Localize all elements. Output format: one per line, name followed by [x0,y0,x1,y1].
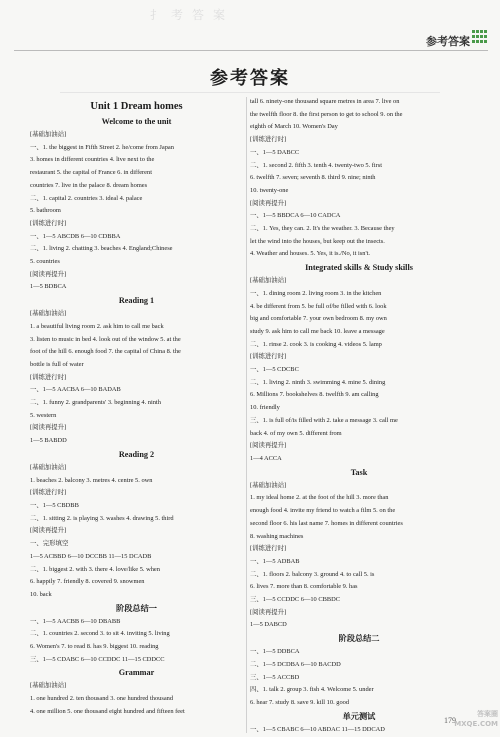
answer-line: 一、1. dining room 2. living room 3. in the kitchen [250,289,382,297]
answer-line: 二、1—5 DCDBA 6—10 BACDD [250,660,341,668]
answer-line: 8. washing machines [250,532,304,540]
answer-line: 一、1—5 BBDCA 6—10 CADCA [250,212,341,220]
answer-line: 4. one million 5. one thousand eight hundred and fifteen feet [30,707,185,715]
answer-line: 1—5 DABCD [250,621,287,629]
answer-line: 6. twelfth 7. seven; seventh 8. third 9. nine; ninth [250,174,376,182]
answer-line: [阅读再提升] [250,199,287,207]
left-column [30,96,243,719]
answer-line: 6. Women's 7. to read 8. has 9. biggest 10. reading [30,643,159,651]
answer-line: 6. lives 7. more than 8. comfortable 9. has [250,583,358,591]
answer-line: 一、1—5 AACBA 6—10 BADAB [30,386,121,394]
answer-line: [训练进行时] [30,373,67,381]
answer-line: tall 6. ninety-one thousand square metres in area 7. live on [250,98,400,105]
answer-line: [训练进行时] [30,489,67,497]
section-heading: Task [350,467,368,477]
answer-line: second floor 6. his last name 7. homes in different countries [250,519,403,527]
answer-line: [基础加油站] [250,277,287,285]
page-title: 参考答案 [210,68,290,89]
answer-line: [基础加油站] [250,481,287,489]
section-heading: Grammar [118,668,155,678]
answer-line: 5. western [30,411,57,419]
answer-line: 1. my ideal home 2. at the foot of the hill 3. more than [250,494,389,502]
answer-line: 一、1—5 DDBCA [250,648,300,656]
answer-line: 三、1—5 ACCBD [250,673,300,681]
answer-line: eighth of March 10. Women's Day [250,123,338,131]
answer-line: [阅读再提升] [30,527,67,535]
answer-line: 二、1. capital 2. countries 3. ideal 4. palace [30,194,143,202]
answer-line: 1. one hundred 2. ten thousand 3. one hundred thousand [30,695,174,703]
column-divider [246,97,247,733]
answer-line: 3. listen to music in bed 4. look out of the window 5. at the [30,335,181,343]
answer-line: 一、1—5 AACBB 6—10 DBABB [30,617,121,625]
answer-line: 三、1—5 CCDDC 6—10 CBBDC [250,596,341,604]
answer-line: 一、1—5 DABCC [250,148,300,156]
answer-line: [基础加油站] [30,463,67,471]
answer-line: [训练进行时] [30,219,67,227]
answer-line: 10. back [30,590,52,598]
answer-line: 10. friendly [250,404,280,412]
answer-line: 二、1. sitting 2. is playing 3. washes 4. drawing 5. third [30,514,174,522]
answer-line: 一、1—5 ADBAB [250,557,300,565]
answer-line: 一、1—5 CBABC 6—10 ABDAC 11—15 DDCAD [250,725,385,733]
answer-line: let the wind into the houses, but keep out the insects. [250,237,385,245]
answer-line: back 4. of my own 5. different from [250,429,342,437]
answer-line: [训练进行时] [250,545,287,553]
answer-line: 10. twenty-one [250,186,289,194]
answer-line: 二、1. Yes, they can. 2. It's the weather. 3. Because they [250,225,395,233]
answer-line: foot of the hill 6. enough food 7. the capital of China 8. the [30,348,181,356]
answer-line: enough food 4. invite my friend to watch a film 5. on the [250,507,396,515]
section-heading: 阶段总结二 [338,634,380,644]
unit-title: Unit 1 Dream homes [90,101,183,112]
answer-line: 5. bathroom [30,207,61,215]
answer-line: 三、1. is full of/is filled with 2. take a message 3. call me [250,416,398,424]
answer-line: 1. beaches 2. balcony 3. metres 4. centre 5. own [30,476,153,484]
answer-line: 二、1. biggest 2. with 3. there 4. love/like 5. when [30,565,160,573]
answer-line: 二、1. rinse 2. cook 3. is cooking 4. videos 5. lamp [250,340,382,348]
answer-line: 4. Weather and houses. 5. Yes, it is./No, it isn't. [250,250,370,258]
answer-line: [基础加油站] [30,131,67,138]
answer-line: 二、1. second 2. fifth 3. tenth 4. twenty-two 5. first [250,161,383,169]
answer-line: 一、1—5 CBDBB [30,501,79,509]
header-rule [14,50,488,51]
answer-line: study 9. ask him to call me back 10. leave a message [250,327,385,335]
answer-line: 三、1—5 CDABC 6—10 CCDDC 11—15 CDDCC [30,655,165,663]
answer-line: 3. homes in different countries 4. live next to the [30,156,155,164]
section-heading: Integrated skills & Study skills [305,263,413,273]
right-column [250,96,468,736]
answer-line: restaurant 5. the capital of France 6. in different [30,169,152,177]
answer-line: 6. happily 7. friendly 8. covered 9. snowmen [30,578,145,586]
answer-line: [阅读再提升] [250,442,287,450]
page-top-ghost-text: 扌 考 答 案 [150,8,229,22]
answer-line: bottle is full of water [30,360,84,368]
answer-line: [基础加油站] [30,310,67,318]
answer-line: [基础加油站] [30,682,67,690]
answer-line: [阅读再提升] [250,608,287,616]
page-number: 179 [444,716,456,725]
running-header: 参考答案 [426,35,470,48]
answer-line: 一、1. the biggest in Fifth Street 2. he/come from Japan [30,143,174,151]
section-heading: 阶段总结一 [116,603,157,613]
answer-line: [阅读再提升] [30,270,67,278]
section-heading: 单元测试 [342,711,376,721]
answer-line: 二、1. living 2. chatting 3. beaches 4. England;Chinese [30,245,173,253]
answer-line: 1—5 BABDD [30,437,67,445]
answer-line: 1. a beautiful living room 2. ask him to call me back [30,322,164,330]
answer-line: the twelfth floor 8. the first person to get to school 9. on the [250,110,403,118]
answer-line: [阅读再提升] [30,424,67,432]
answer-line: [训练进行时] [250,136,287,144]
answer-line: big and comfortable 7. your own bedroom 8. my own [250,315,387,323]
answer-line: 6. hear 7. study 8. save 9. kill 10. good [250,698,350,706]
answer-line: 1—4 ACCA [250,454,282,462]
answer-line: 一、1—5 CDCBC [250,366,299,374]
answer-line: 一、1—5 ABCDB 6—10 CDBBA [30,232,121,240]
section-heading: Welcome to the unit [101,117,172,126]
answer-line: 一、完形填空 [30,540,69,548]
title-rule [60,92,440,93]
answer-line: 二、1. funny 2. grandparents' 3. beginning 4. ninth [30,399,161,407]
site-watermark: 答案圈 MXQE.COM [454,710,498,728]
grid-dots-icon [472,30,488,44]
answer-line: 二、1. countries 2. second 3. to sit 4. inviting 5. living [30,630,170,638]
answer-line: 1—5 ACBBD 6—10 DCCBB 11—15 DCADB [30,552,152,560]
answer-line: 4. be different from 5. be full of/be filled with 6. look [250,302,387,310]
answer-line: [训练进行时] [250,353,287,361]
answer-line: 6. Millions 7. bookshelves 8. twelfth 9. am calling [250,391,379,399]
answer-line: 5. countries [30,258,60,266]
answer-line: countries 7. live in the palace 8. dream homes [30,181,148,189]
answer-line: 二、1. living 2. ninth 3. swimming 4. mine 5. dining [250,378,386,386]
answer-line: 二、1. floors 2. balcony 3. ground 4. to call 5. is [250,570,375,578]
section-heading: Reading 1 [118,296,155,306]
section-heading: Reading 2 [118,449,155,459]
answer-line: 1—5 BDBCA [30,283,67,291]
answer-line: 四、1. talk 2. group 3. fish 4. Welcome 5. under [250,686,374,694]
